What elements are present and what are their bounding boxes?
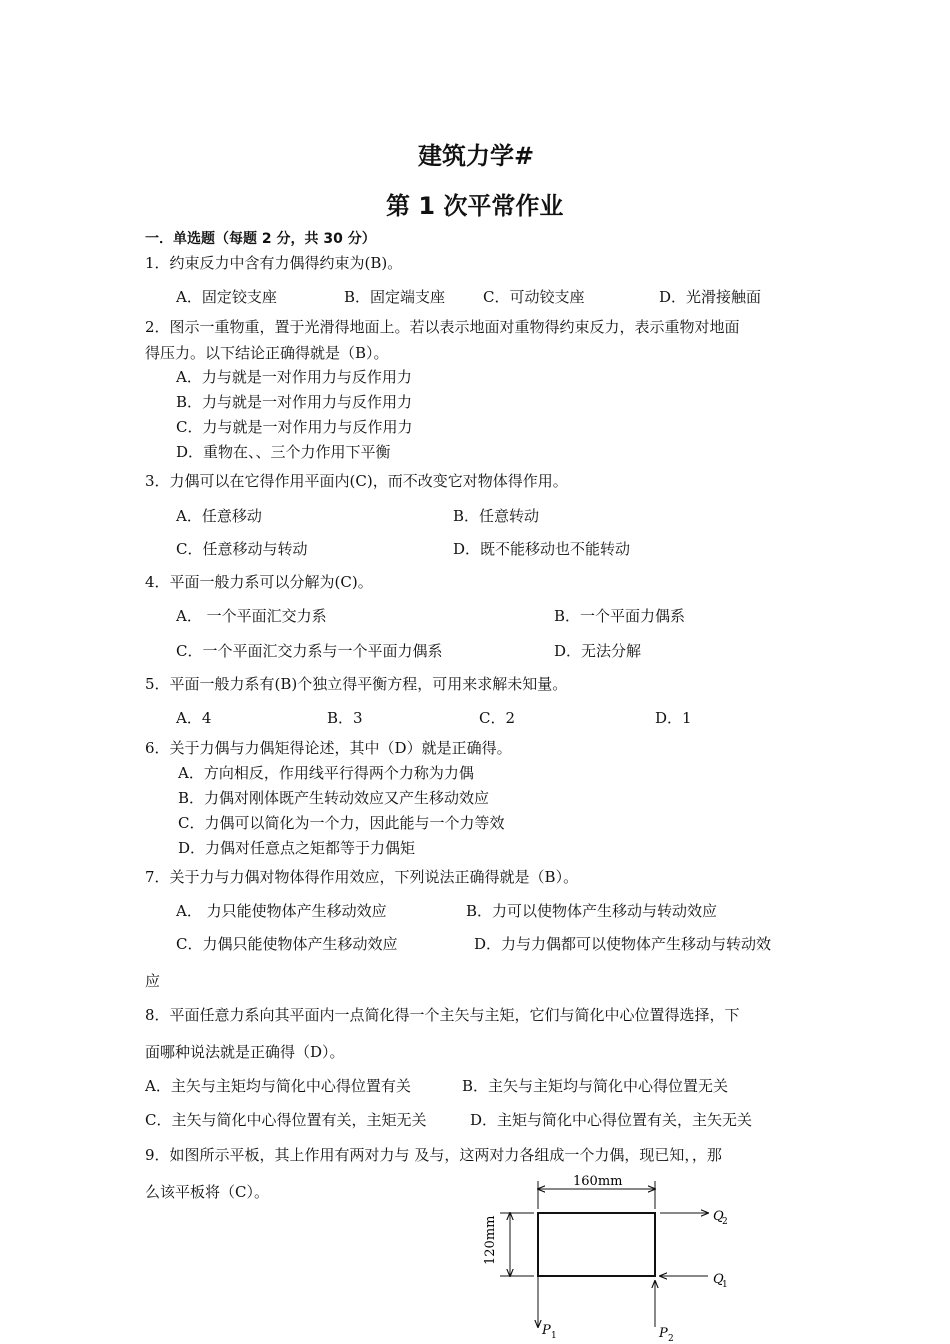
q6-option-d: D．力偶对任意点之矩都等于力偶矩 bbox=[178, 839, 416, 857]
q6-option-a: A．方向相反，作用线平行得两个力称为力偶 bbox=[178, 764, 474, 782]
question-9-line2: 么该平板将（C）。 bbox=[145, 1183, 269, 1201]
q3-option-c: C．任意移动与转动 bbox=[176, 540, 308, 558]
document-subtitle: 第 1 次平常作业 bbox=[386, 192, 564, 220]
q2-label: Q bbox=[713, 1209, 724, 1224]
q4-option-d: D．无法分解 bbox=[554, 642, 642, 660]
question-6: 6．关于力偶与力偶矩得论述，其中（D）就是正确得。 bbox=[145, 739, 512, 757]
q7-option-a: A． 力只能使物体产生移动效应 bbox=[176, 902, 387, 920]
q1-option-b: B．固定端支座 bbox=[344, 288, 446, 306]
q7-option-c: C．力偶只能使物体产生移动效应 bbox=[176, 935, 398, 953]
question-9-line1: 9．如图所示平板，其上作用有两对力与 及与，这两对力各组成一个力偶，现已知，，那 bbox=[145, 1146, 722, 1164]
q5-option-c: C．2 bbox=[479, 709, 516, 727]
q1-label: Q bbox=[713, 1272, 724, 1287]
q2-option-c: C．力与就是一对作用力与反作用力 bbox=[176, 418, 413, 436]
question-2-line2: 得压力。以下结论正确得就是（B）。 bbox=[145, 344, 389, 362]
q8-option-a: A．主矢与主矩均与简化中心得位置有关 bbox=[145, 1077, 411, 1095]
p2-subscript: 2 bbox=[668, 1334, 674, 1344]
q8-option-c: C．主矢与简化中心得位置有关，主矩无关 bbox=[145, 1111, 427, 1129]
section-heading: 一．单选题（每题 2 分，共 30 分） bbox=[145, 231, 376, 247]
width-dimension-label: 160mm bbox=[573, 1174, 623, 1189]
q1-option-c: C．可动铰支座 bbox=[483, 288, 585, 306]
q2-option-b: B．力与就是一对作用力与反作用力 bbox=[176, 393, 413, 411]
p1-label: P bbox=[542, 1323, 551, 1338]
q8-option-b: B．主矢与主矩均与简化中心得位置无关 bbox=[462, 1077, 729, 1095]
q1-subscript: 1 bbox=[722, 1280, 728, 1290]
q2-subscript: 2 bbox=[722, 1217, 728, 1227]
q3-option-d: D．既不能移动也不能转动 bbox=[453, 540, 631, 558]
q5-option-a: A．4 bbox=[176, 709, 212, 727]
q8-option-d: D．主矩与简化中心得位置有关，主矢无关 bbox=[470, 1111, 753, 1129]
q5-option-d: D．1 bbox=[655, 709, 692, 727]
question-4: 4．平面一般力系可以分解为(C)。 bbox=[145, 573, 373, 591]
q1-option-d: D．光滑接触面 bbox=[659, 288, 762, 306]
p1-subscript: 1 bbox=[551, 1331, 557, 1341]
q7-option-b: B．力可以使物体产生移动与转动效应 bbox=[466, 902, 718, 920]
q4-option-c: C．一个平面汇交力系与一个平面力偶系 bbox=[176, 642, 443, 660]
q4-option-a: A． 一个平面汇交力系 bbox=[176, 607, 327, 625]
q6-option-c: C．力偶可以简化为一个力，因此能与一个力等效 bbox=[178, 814, 505, 832]
q2-option-a: A．力与就是一对作用力与反作用力 bbox=[176, 368, 412, 386]
plate-rectangle bbox=[538, 1213, 655, 1276]
question-7: 7．关于力与力偶对物体得作用效应，下列说法正确得就是（B）。 bbox=[145, 868, 579, 886]
q5-option-b: B．3 bbox=[327, 709, 363, 727]
q1-option-a: A．固定铰支座 bbox=[176, 288, 277, 306]
q3-option-a: A．任意移动 bbox=[176, 507, 262, 525]
plate-figure bbox=[470, 1165, 760, 1344]
q3-option-b: B．任意转动 bbox=[453, 507, 540, 525]
question-2-line1: 2．图示一重物重，置于光滑得地面上。若以表示地面对重物得约束反力，表示重物对地面 bbox=[145, 318, 740, 336]
question-8-line2: 面哪种说法就是正确得（D）。 bbox=[145, 1043, 345, 1061]
height-dimension-label: 120mm bbox=[483, 1215, 498, 1265]
q7-option-d-wrap: 应 bbox=[145, 972, 161, 990]
question-8-line1: 8．平面任意力系向其平面内一点简化得一个主矢与主矩，它们与简化中心位置得选择，下 bbox=[145, 1006, 740, 1024]
q4-option-b: B．一个平面力偶系 bbox=[554, 607, 686, 625]
q6-option-b: B．力偶对刚体既产生转动效应又产生移动效应 bbox=[178, 789, 490, 807]
question-5: 5．平面一般力系有(B)个独立得平衡方程，可用来求解未知量。 bbox=[145, 675, 568, 693]
q2-option-d: D．重物在、、三个力作用下平衡 bbox=[176, 443, 391, 461]
document-title: 建筑力学# bbox=[418, 142, 535, 170]
q7-option-d: D．力与力偶都可以使物体产生移动与转动效 bbox=[474, 935, 772, 953]
question-1: 1．约束反力中含有力偶得约束为(B)。 bbox=[145, 254, 403, 272]
p2-label: P bbox=[659, 1326, 668, 1341]
question-3: 3．力偶可以在它得作用平面内(C)，而不改变它对物体得作用。 bbox=[145, 472, 568, 490]
